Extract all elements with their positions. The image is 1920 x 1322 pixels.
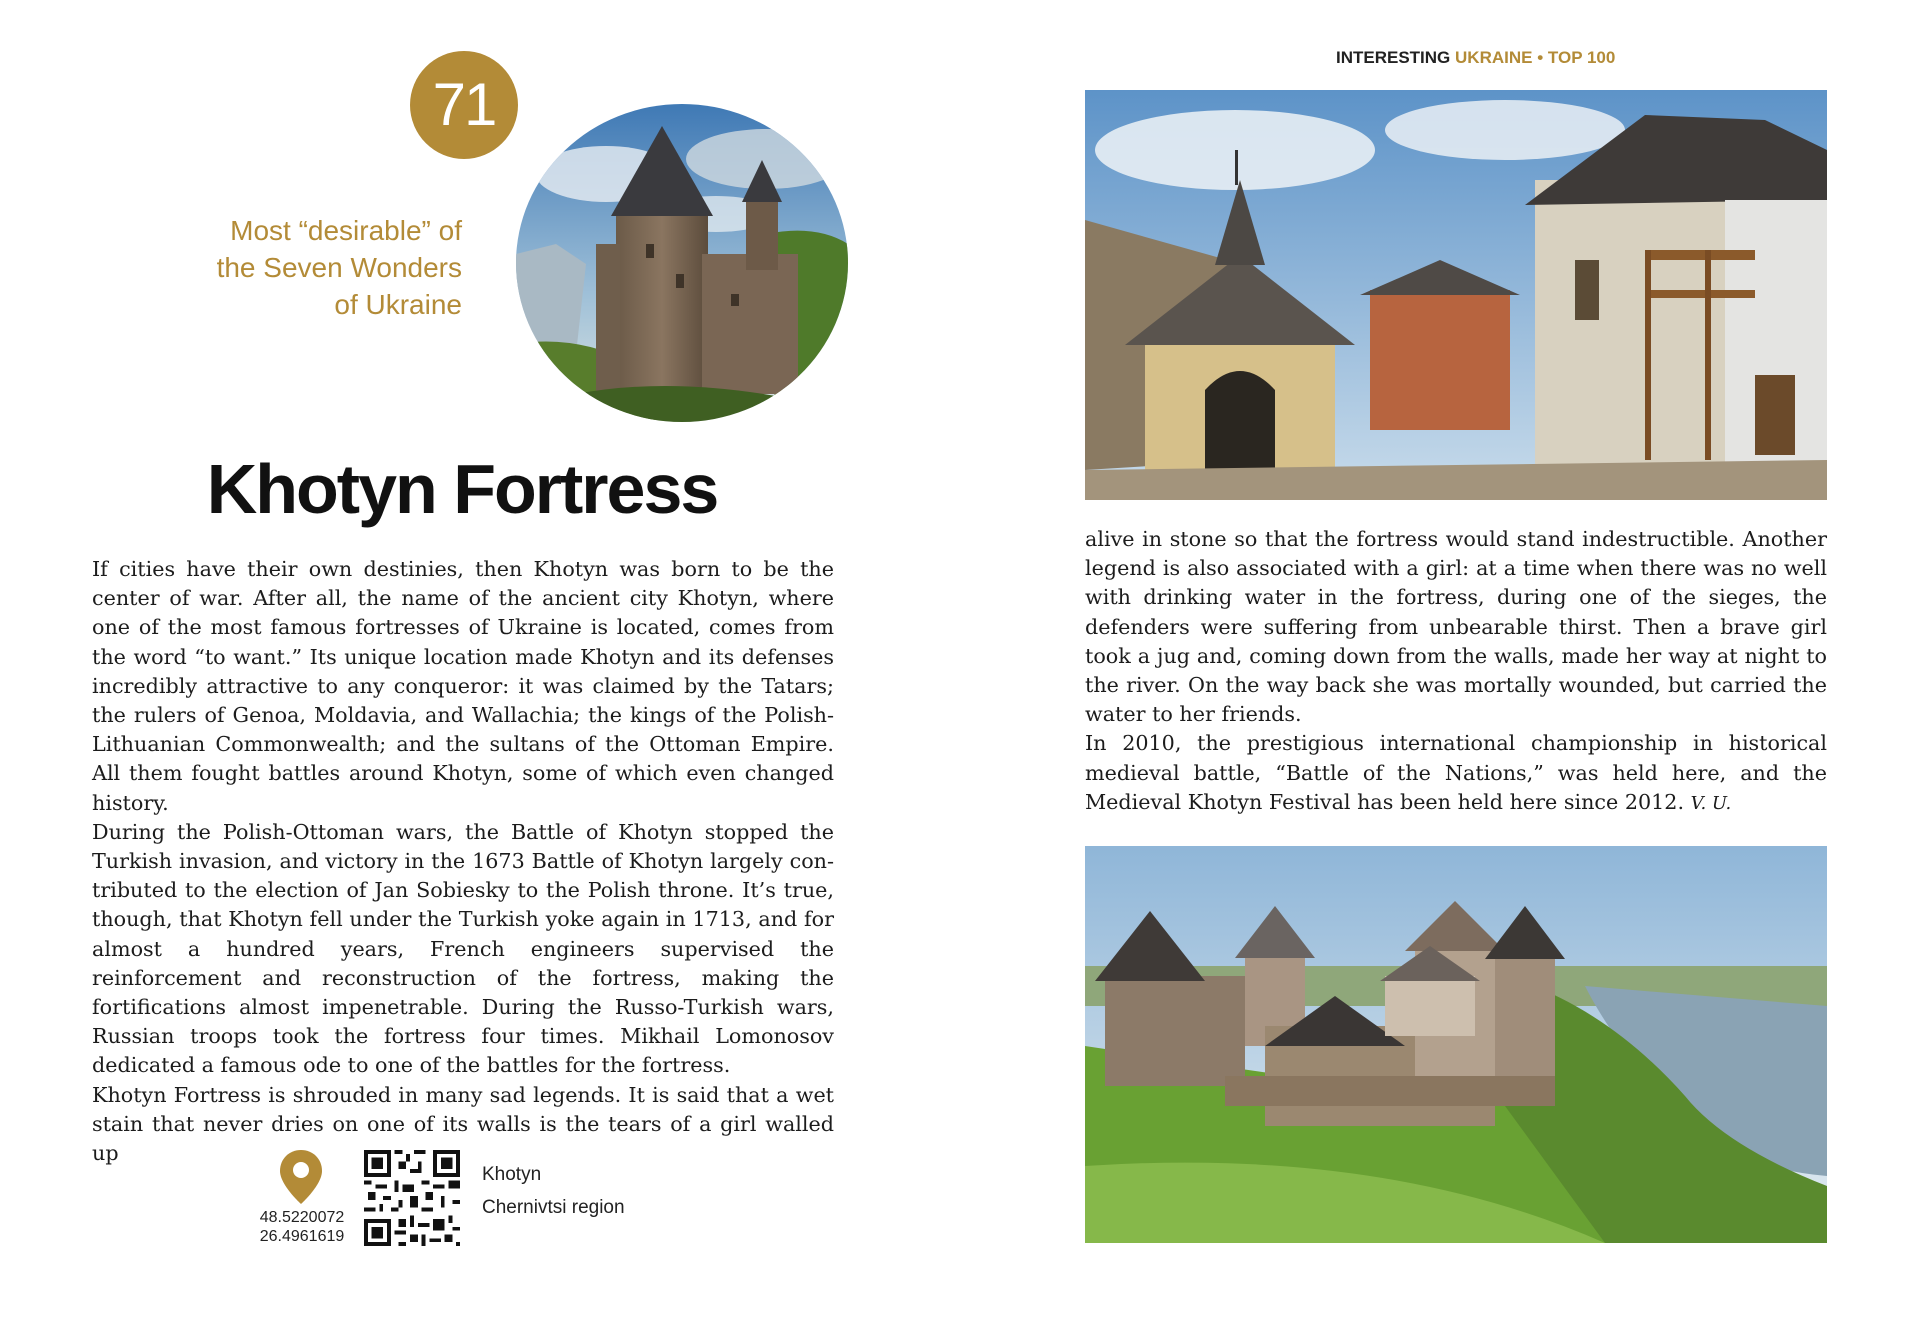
paragraph: During the Polish-Ottoman wars, the Battle of Khotyn stopped the Turkish invasion, and victory in the 1673 Battle of Khotyn largely contributed to the election of Jan Sobiesky to the Polish throne. It’s true, though, that Khotyn fell under the Turkish yoke again in 1713, and for almost a hundred years, French engineers supervised the reinforcement and reconstruction of the fortress, making the fortifications almost impenetrable. During the Russo-Turkish wars, Russian troops took the fortress four times. Mikhail Lomonosov dedicated a famous ode to one of the battles for the fortress. bbox=[92, 819, 834, 1078]
fortress-tower-photo bbox=[516, 104, 848, 422]
left-column-text bbox=[92, 555, 834, 1168]
paragraph bbox=[1085, 729, 1827, 818]
paragraph: alive in stone so that the fortress would stand indestructible. Another legend is also associated with a girl: at a time when there was no well with drinking water in the fortress, during one of the sieges, the defenders were suffering from unbearable thirst. Then a brave girl took a jug and, coming down from the walls, made her way at night to the river. On the way back she was mortally wounded, but carried the water to her friends. bbox=[1085, 527, 1827, 727]
location-info bbox=[250, 1150, 650, 1250]
city: Khotyn bbox=[482, 1164, 542, 1185]
right-column-text bbox=[1085, 525, 1827, 818]
place-name bbox=[482, 1158, 625, 1224]
author-initials: V. U. bbox=[1690, 792, 1732, 814]
entry-number-badge: 71 bbox=[410, 51, 518, 159]
running-head bbox=[1336, 48, 1615, 68]
fortress-river-photo bbox=[1085, 846, 1827, 1243]
subtitle-line: Most “desirable” of bbox=[230, 215, 462, 246]
subtitle-line: of Ukraine bbox=[334, 289, 462, 320]
paragraph-text: In 2010, the prestigious international championship in historical medieval battle, “Battle of the Nations,” was held here, and the Medieval Khotyn Festival has been held here since 2012. bbox=[1085, 731, 1827, 814]
subtitle-line: the Seven Wonders bbox=[216, 252, 462, 283]
coordinates bbox=[250, 1208, 354, 1246]
latitude: 48.5220072 bbox=[259, 1209, 345, 1226]
running-head-highlight: UKRAINE bbox=[1455, 48, 1533, 67]
longitude: 26.4961619 bbox=[259, 1228, 345, 1245]
subtitle bbox=[190, 212, 462, 323]
running-head-prefix: INTERESTING bbox=[1336, 48, 1451, 67]
paragraph: If cities have their own destinies, then Khotyn was born to be the center of war. After all, the name of the ancient city Khotyn, where one of the most famous fortresses of Ukraine is located, comes from the word “to want.” Its unique location made Khotyn and its defenses incredibly attractive to any conqueror: it was claimed by the Tatars; the rulers of Genoa, Moldavia, and Wallachia; the kings of the Polish-Lithuanian Commonwealth; and the sultans of the Ottoman Empire. All them fought battles around Khotyn, some of which even changed history. bbox=[92, 557, 834, 815]
running-head-suffix: • TOP 100 bbox=[1537, 48, 1616, 67]
location-pin-icon bbox=[280, 1150, 322, 1204]
fortress-courtyard-photo bbox=[1085, 90, 1827, 500]
article-title: Khotyn Fortress bbox=[206, 450, 718, 528]
region: Chernivtsi region bbox=[482, 1197, 625, 1218]
paragraph: Khotyn Fortress is shrouded in many sad legends. It is said that a wet stain that never dries on one of its walls is the tears of a girl walled up bbox=[92, 1082, 834, 1166]
qr-code[interactable] bbox=[364, 1150, 460, 1246]
